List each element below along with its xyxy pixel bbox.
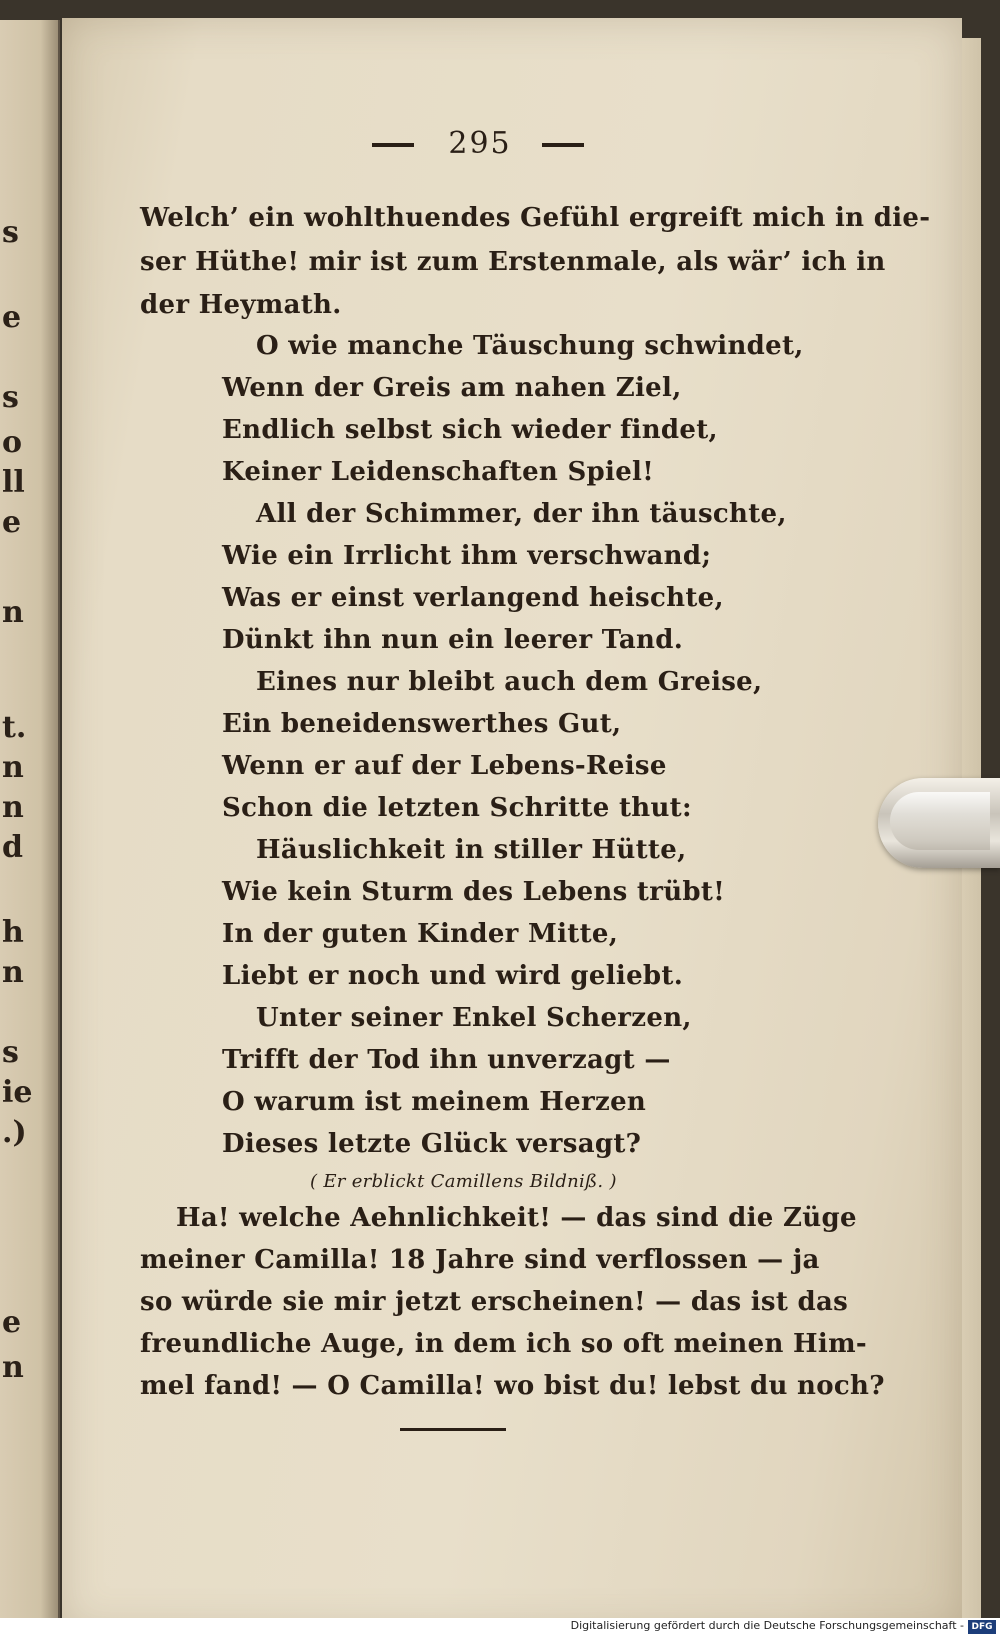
left-fragment: t. xyxy=(2,710,27,745)
left-fragment: e xyxy=(2,1305,22,1340)
left-fragment: s xyxy=(2,380,19,415)
verse-line: Dünkt ihn nun ein leerer Tand. xyxy=(222,625,684,655)
left-page-edge xyxy=(0,20,60,1625)
verse-line: In der guten Kinder Mitte, xyxy=(222,919,619,949)
left-fragment: e xyxy=(2,300,22,335)
footer-credit: Digitalisierung gefördert durch die Deutsche Forschungsgemeinschaft - xyxy=(570,1619,964,1632)
page-clip xyxy=(878,778,1000,868)
verse-line: Ein beneidenswerthes Gut, xyxy=(222,709,622,739)
left-fragment: e xyxy=(2,505,22,540)
prose-line: meiner Camilla! 18 Jahre sind verflossen — ja xyxy=(140,1245,820,1275)
left-fragment: n xyxy=(2,955,24,990)
verse-line: Dieses letzte Glück versagt? xyxy=(222,1129,642,1159)
left-fragment: .) xyxy=(2,1115,27,1150)
left-fragment: n xyxy=(2,790,24,825)
verse-line: Keiner Leidenschaften Spiel! xyxy=(222,457,654,487)
left-fragment: n xyxy=(2,750,24,785)
left-fragment: h xyxy=(2,915,24,950)
verse-line: Eines nur bleibt auch dem Greise, xyxy=(256,667,763,697)
end-rule xyxy=(400,1428,506,1431)
prose-line: mel fand! — O Camilla! wo bist du! lebst du noch? xyxy=(140,1371,885,1401)
verse-line: O warum ist meinem Herzen xyxy=(222,1087,647,1117)
verse-line: Unter seiner Enkel Scherzen, xyxy=(256,1003,692,1033)
prose-line: Welch’ ein wohlthuendes Gefühl ergreift mich in die- xyxy=(140,203,931,233)
header-dash-right xyxy=(542,143,584,147)
footer-bar xyxy=(0,1618,1000,1637)
left-fragment: ll xyxy=(2,465,25,500)
verse-line: Häuslichkeit in stiller Hütte, xyxy=(256,835,687,865)
verse-line: Endlich selbst sich wieder findet, xyxy=(222,415,718,445)
page-clip-highlight xyxy=(890,792,990,850)
verse-line: Wie kein Sturm des Lebens trübt! xyxy=(222,877,725,907)
left-fragment: s xyxy=(2,215,19,250)
verse-line: Schon die letzten Schritte thut: xyxy=(222,793,692,823)
prose-line: Ha! welche Aehnlichkeit! — das sind die Züge xyxy=(176,1203,857,1233)
stage-direction: ( Er erblickt Camillens Bildniß. ) xyxy=(310,1171,617,1192)
verse-line: O wie manche Täuschung schwindet, xyxy=(256,331,804,361)
verse-line: Was er einst verlangend heischte, xyxy=(222,583,724,613)
left-fragment: d xyxy=(2,830,23,865)
verse-line: Wie ein Irrlicht ihm verschwand; xyxy=(222,541,712,571)
left-fragment: n xyxy=(2,1350,24,1385)
left-fragment: n xyxy=(2,595,24,630)
left-fragment: o xyxy=(2,425,23,460)
prose-line: so würde sie mir jetzt erscheinen! — das ist das xyxy=(140,1287,849,1317)
prose-line: ser Hüthe! mir ist zum Erstenmale, als wär’ ich in xyxy=(140,247,886,277)
prose-line: freundliche Auge, in dem ich so oft meinen Him- xyxy=(140,1329,867,1359)
dfg-logo-icon: DFG xyxy=(968,1620,996,1634)
left-fragment: ie xyxy=(2,1075,33,1110)
verse-line: Wenn der Greis am nahen Ziel, xyxy=(222,373,682,403)
verse-line: All der Schimmer, der ihn täuschte, xyxy=(256,499,787,529)
prose-line: der Heymath. xyxy=(140,290,342,320)
verse-line: Liebt er noch und wird geliebt. xyxy=(222,961,684,991)
page-number: 295 xyxy=(448,126,512,161)
verse-line: Trifft der Tod ihn unverzagt — xyxy=(222,1045,671,1075)
left-fragment: s xyxy=(2,1035,19,1070)
verse-line: Wenn er auf der Lebens-Reise xyxy=(222,751,667,781)
